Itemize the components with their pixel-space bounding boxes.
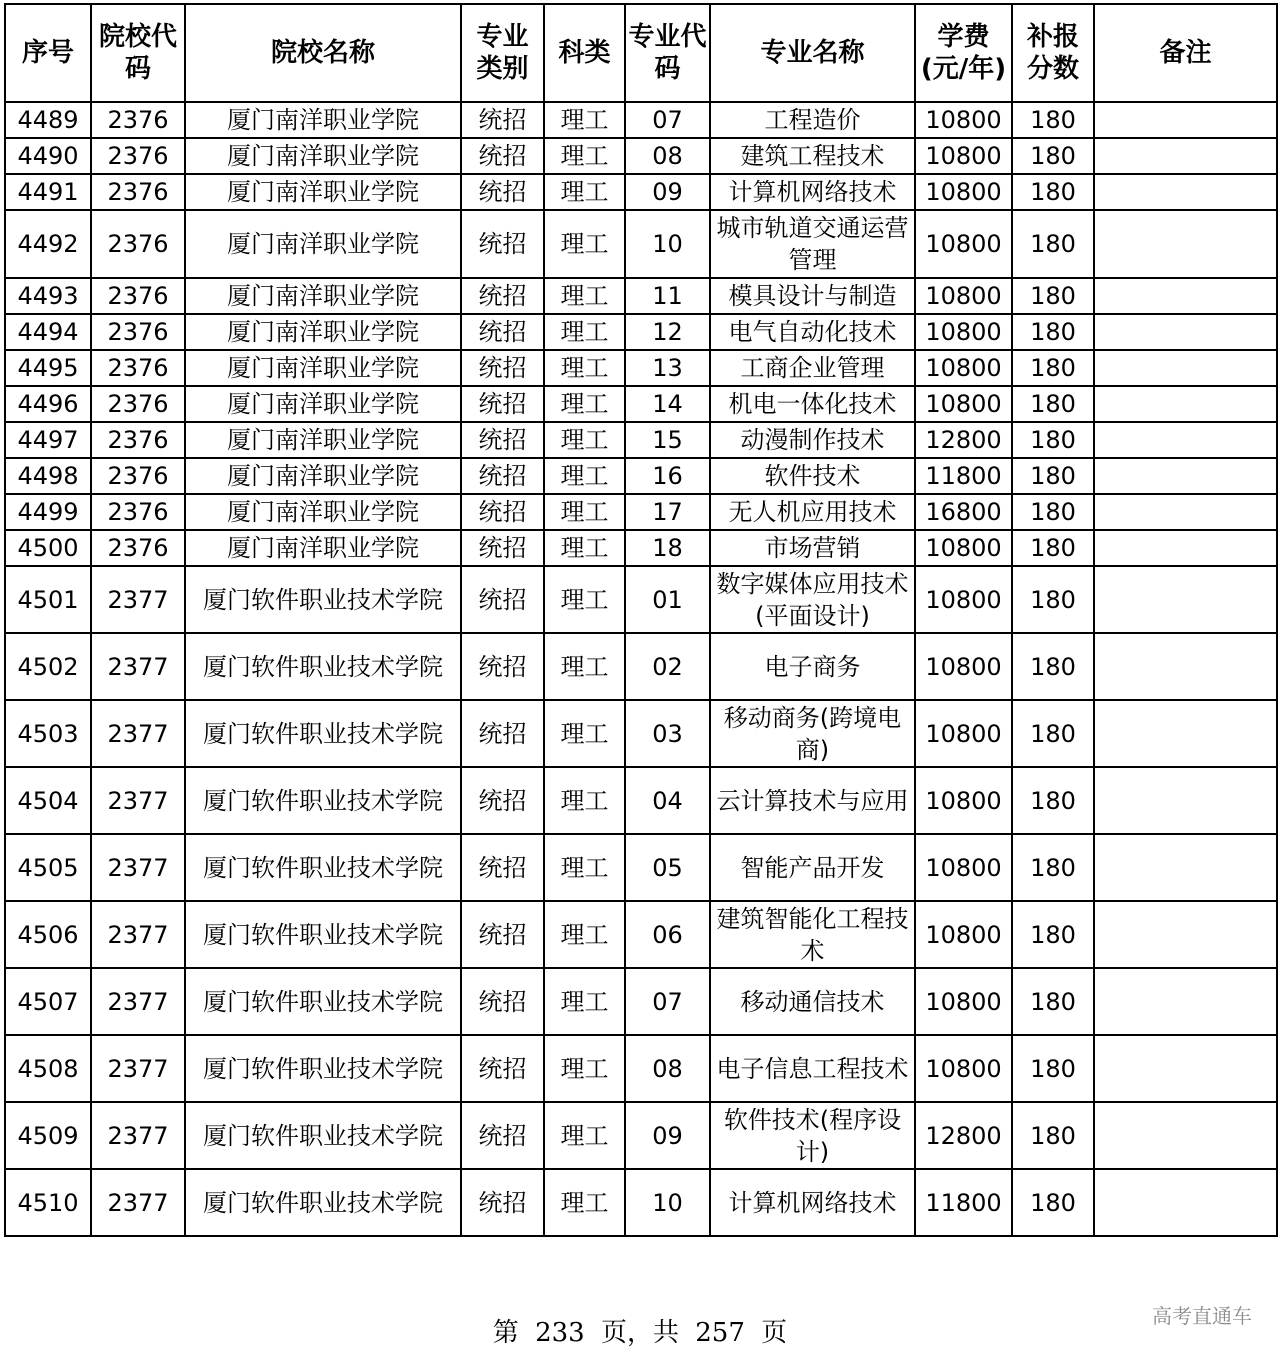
cell-major-name: 云计算技术与应用	[710, 767, 915, 834]
table-row	[5, 210, 1277, 278]
cell-seq: 4506	[5, 901, 91, 968]
cell-major-code: 09	[625, 1102, 710, 1169]
cell-school-code: 2377	[91, 834, 185, 901]
cell-subject: 理工	[544, 566, 625, 633]
cell-seq: 4508	[5, 1035, 91, 1102]
table-row	[5, 1035, 1277, 1102]
cell-seq: 4502	[5, 633, 91, 700]
cell-school-name: 厦门软件职业技术学院	[185, 767, 461, 834]
cell-remark	[1094, 700, 1277, 767]
cell-score: 180	[1012, 278, 1094, 314]
cell-tuition: 10800	[915, 700, 1012, 767]
cell-school-name: 厦门南洋职业学院	[185, 350, 461, 386]
cell-school-name: 厦门软件职业技术学院	[185, 1169, 461, 1236]
cell-remark	[1094, 210, 1277, 278]
cell-subject: 理工	[544, 767, 625, 834]
table-row	[5, 458, 1277, 494]
cell-score: 180	[1012, 458, 1094, 494]
cell-major-type: 统招	[461, 1035, 544, 1102]
cell-major-type: 统招	[461, 386, 544, 422]
cell-major-type: 统招	[461, 174, 544, 210]
cell-school-code: 2376	[91, 530, 185, 566]
cell-score: 180	[1012, 138, 1094, 174]
cell-school-name: 厦门南洋职业学院	[185, 278, 461, 314]
cell-seq: 4507	[5, 968, 91, 1035]
page-prefix: 第	[492, 1318, 519, 1348]
cell-major-name: 数字媒体应用技术(平面设计)	[710, 566, 915, 633]
cell-score: 180	[1012, 174, 1094, 210]
cell-major-name: 移动商务(跨境电商)	[710, 700, 915, 767]
cell-school-name: 厦门软件职业技术学院	[185, 566, 461, 633]
cell-remark	[1094, 1035, 1277, 1102]
table-row	[5, 174, 1277, 210]
cell-school-name: 厦门软件职业技术学院	[185, 968, 461, 1035]
cell-school-name: 厦门南洋职业学院	[185, 210, 461, 278]
table-row	[5, 834, 1277, 901]
cell-subject: 理工	[544, 901, 625, 968]
cell-subject: 理工	[544, 422, 625, 458]
cell-subject: 理工	[544, 174, 625, 210]
cell-major-name: 动漫制作技术	[710, 422, 915, 458]
cell-seq: 4504	[5, 767, 91, 834]
cell-major-code: 07	[625, 968, 710, 1035]
cell-seq: 4492	[5, 210, 91, 278]
cell-school-name: 厦门南洋职业学院	[185, 386, 461, 422]
cell-major-code: 17	[625, 494, 710, 530]
cell-subject: 理工	[544, 102, 625, 138]
cell-remark	[1094, 494, 1277, 530]
cell-remark	[1094, 633, 1277, 700]
cell-tuition: 10800	[915, 530, 1012, 566]
cell-tuition: 10800	[915, 350, 1012, 386]
cell-major-name: 软件技术(程序设计)	[710, 1102, 915, 1169]
cell-major-code: 14	[625, 386, 710, 422]
cell-major-type: 统招	[461, 102, 544, 138]
table-header-row	[5, 4, 1277, 102]
cell-school-code: 2376	[91, 350, 185, 386]
cell-seq: 4500	[5, 530, 91, 566]
cell-tuition: 11800	[915, 1169, 1012, 1236]
cell-major-name: 电气自动化技术	[710, 314, 915, 350]
table-row	[5, 278, 1277, 314]
cell-school-name: 厦门南洋职业学院	[185, 174, 461, 210]
cell-tuition: 10800	[915, 1035, 1012, 1102]
cell-major-code: 16	[625, 458, 710, 494]
cell-school-code: 2376	[91, 494, 185, 530]
cell-major-name: 智能产品开发	[710, 834, 915, 901]
cell-major-type: 统招	[461, 1102, 544, 1169]
cell-subject: 理工	[544, 494, 625, 530]
cell-major-code: 15	[625, 422, 710, 458]
cell-major-name: 城市轨道交通运营管理	[710, 210, 915, 278]
cell-major-type: 统招	[461, 422, 544, 458]
cell-remark	[1094, 422, 1277, 458]
cell-subject: 理工	[544, 458, 625, 494]
cell-seq: 4510	[5, 1169, 91, 1236]
cell-tuition: 10800	[915, 901, 1012, 968]
cell-major-code: 08	[625, 1035, 710, 1102]
cell-school-code: 2376	[91, 102, 185, 138]
cell-school-code: 2377	[91, 1035, 185, 1102]
cell-school-code: 2377	[91, 700, 185, 767]
cell-school-code: 2377	[91, 901, 185, 968]
cell-major-code: 12	[625, 314, 710, 350]
cell-major-code: 05	[625, 834, 710, 901]
cell-school-name: 厦门软件职业技术学院	[185, 633, 461, 700]
table-row	[5, 350, 1277, 386]
cell-school-name: 厦门南洋职业学院	[185, 494, 461, 530]
table-row	[5, 1102, 1277, 1169]
cell-remark	[1094, 901, 1277, 968]
cell-remark	[1094, 174, 1277, 210]
cell-remark	[1094, 102, 1277, 138]
cell-major-type: 统招	[461, 968, 544, 1035]
page-number: 233	[535, 1318, 585, 1348]
cell-major-type: 统招	[461, 767, 544, 834]
cell-major-code: 10	[625, 210, 710, 278]
cell-major-name: 市场营销	[710, 530, 915, 566]
cell-tuition: 10800	[915, 566, 1012, 633]
cell-school-code: 2377	[91, 767, 185, 834]
cell-remark	[1094, 834, 1277, 901]
cell-seq: 4497	[5, 422, 91, 458]
cell-major-name: 工商企业管理	[710, 350, 915, 386]
page-suffix: 页	[761, 1318, 788, 1348]
cell-score: 180	[1012, 767, 1094, 834]
cell-subject: 理工	[544, 968, 625, 1035]
cell-school-name: 厦门软件职业技术学院	[185, 901, 461, 968]
cell-score: 180	[1012, 102, 1094, 138]
cell-school-code: 2376	[91, 210, 185, 278]
cell-score: 180	[1012, 566, 1094, 633]
cell-school-name: 厦门软件职业技术学院	[185, 700, 461, 767]
cell-tuition: 16800	[915, 494, 1012, 530]
header-major-type: 专业类别	[461, 4, 544, 102]
cell-major-type: 统招	[461, 1169, 544, 1236]
cell-school-code: 2376	[91, 314, 185, 350]
cell-school-name: 厦门软件职业技术学院	[185, 834, 461, 901]
cell-major-type: 统招	[461, 566, 544, 633]
cell-remark	[1094, 566, 1277, 633]
cell-subject: 理工	[544, 1035, 625, 1102]
table-row	[5, 530, 1277, 566]
cell-remark	[1094, 350, 1277, 386]
cell-subject: 理工	[544, 314, 625, 350]
cell-major-type: 统招	[461, 278, 544, 314]
cell-score: 180	[1012, 901, 1094, 968]
table-body	[5, 102, 1277, 1236]
cell-major-code: 06	[625, 901, 710, 968]
cell-seq: 4489	[5, 102, 91, 138]
cell-remark	[1094, 458, 1277, 494]
cell-major-name: 软件技术	[710, 458, 915, 494]
cell-major-name: 机电一体化技术	[710, 386, 915, 422]
cell-school-code: 2376	[91, 138, 185, 174]
header-remark: 备注	[1094, 4, 1277, 102]
cell-major-name: 电子商务	[710, 633, 915, 700]
cell-score: 180	[1012, 530, 1094, 566]
cell-major-code: 03	[625, 700, 710, 767]
table-row	[5, 566, 1277, 633]
cell-major-code: 04	[625, 767, 710, 834]
cell-major-type: 统招	[461, 633, 544, 700]
cell-score: 180	[1012, 494, 1094, 530]
cell-seq: 4509	[5, 1102, 91, 1169]
cell-major-name: 电子信息工程技术	[710, 1035, 915, 1102]
page-total: 257	[695, 1318, 745, 1348]
cell-seq: 4505	[5, 834, 91, 901]
cell-school-name: 厦门南洋职业学院	[185, 102, 461, 138]
header-school-name: 院校名称	[185, 4, 461, 102]
cell-tuition: 10800	[915, 138, 1012, 174]
cell-school-name: 厦门南洋职业学院	[185, 314, 461, 350]
table-row	[5, 901, 1277, 968]
cell-subject: 理工	[544, 278, 625, 314]
cell-tuition: 10800	[915, 174, 1012, 210]
cell-major-name: 无人机应用技术	[710, 494, 915, 530]
cell-school-name: 厦门南洋职业学院	[185, 530, 461, 566]
table-row	[5, 102, 1277, 138]
header-tuition: 学费(元/年)	[915, 4, 1012, 102]
header-school-code: 院校代码	[91, 4, 185, 102]
cell-major-type: 统招	[461, 314, 544, 350]
cell-tuition: 11800	[915, 458, 1012, 494]
cell-major-type: 统招	[461, 834, 544, 901]
cell-tuition: 10800	[915, 386, 1012, 422]
cell-score: 180	[1012, 350, 1094, 386]
cell-tuition: 10800	[915, 767, 1012, 834]
cell-major-type: 统招	[461, 530, 544, 566]
cell-score: 180	[1012, 210, 1094, 278]
cell-school-code: 2376	[91, 458, 185, 494]
cell-seq: 4493	[5, 278, 91, 314]
cell-school-code: 2377	[91, 633, 185, 700]
cell-major-code: 08	[625, 138, 710, 174]
cell-major-code: 02	[625, 633, 710, 700]
cell-major-code: 10	[625, 1169, 710, 1236]
cell-school-code: 2377	[91, 1102, 185, 1169]
table-row	[5, 138, 1277, 174]
cell-remark	[1094, 968, 1277, 1035]
cell-remark	[1094, 314, 1277, 350]
header-major-code: 专业代码	[625, 4, 710, 102]
table-row	[5, 968, 1277, 1035]
cell-major-name: 工程造价	[710, 102, 915, 138]
cell-major-name: 计算机网络技术	[710, 174, 915, 210]
table-row	[5, 700, 1277, 767]
page-mid: 页，共	[600, 1318, 679, 1348]
cell-school-code: 2376	[91, 278, 185, 314]
cell-school-code: 2376	[91, 422, 185, 458]
cell-seq: 4503	[5, 700, 91, 767]
table-row	[5, 494, 1277, 530]
cell-major-type: 统招	[461, 700, 544, 767]
cell-major-code: 11	[625, 278, 710, 314]
cell-tuition: 10800	[915, 968, 1012, 1035]
cell-major-code: 18	[625, 530, 710, 566]
cell-major-code: 09	[625, 174, 710, 210]
cell-tuition: 10800	[915, 633, 1012, 700]
cell-subject: 理工	[544, 210, 625, 278]
cell-remark	[1094, 1169, 1277, 1236]
cell-major-type: 统招	[461, 901, 544, 968]
cell-score: 180	[1012, 633, 1094, 700]
cell-major-type: 统招	[461, 494, 544, 530]
table-row	[5, 767, 1277, 834]
cell-subject: 理工	[544, 1169, 625, 1236]
cell-subject: 理工	[544, 138, 625, 174]
cell-seq: 4491	[5, 174, 91, 210]
header-seq: 序号	[5, 4, 91, 102]
cell-school-name: 厦门软件职业技术学院	[185, 1102, 461, 1169]
cell-remark	[1094, 386, 1277, 422]
cell-seq: 4499	[5, 494, 91, 530]
cell-remark	[1094, 278, 1277, 314]
cell-seq: 4490	[5, 138, 91, 174]
cell-score: 180	[1012, 1102, 1094, 1169]
cell-major-name: 模具设计与制造	[710, 278, 915, 314]
cell-school-name: 厦门南洋职业学院	[185, 458, 461, 494]
cell-score: 180	[1012, 314, 1094, 350]
cell-subject: 理工	[544, 1102, 625, 1169]
cell-subject: 理工	[544, 633, 625, 700]
header-subject: 科类	[544, 4, 625, 102]
cell-seq: 4496	[5, 386, 91, 422]
cell-major-code: 13	[625, 350, 710, 386]
cell-score: 180	[1012, 1035, 1094, 1102]
cell-remark	[1094, 1102, 1277, 1169]
cell-score: 180	[1012, 1169, 1094, 1236]
table-row	[5, 633, 1277, 700]
cell-seq: 4495	[5, 350, 91, 386]
cell-subject: 理工	[544, 530, 625, 566]
cell-major-code: 01	[625, 566, 710, 633]
cell-score: 180	[1012, 700, 1094, 767]
cell-tuition: 10800	[915, 278, 1012, 314]
cell-school-code: 2376	[91, 174, 185, 210]
cell-school-code: 2376	[91, 386, 185, 422]
cell-remark	[1094, 530, 1277, 566]
cell-school-code: 2377	[91, 968, 185, 1035]
cell-tuition: 10800	[915, 102, 1012, 138]
table-row	[5, 314, 1277, 350]
cell-subject: 理工	[544, 834, 625, 901]
cell-major-name: 建筑智能化工程技术	[710, 901, 915, 968]
cell-school-name: 厦门软件职业技术学院	[185, 1035, 461, 1102]
cell-tuition: 10800	[915, 314, 1012, 350]
cell-major-name: 建筑工程技术	[710, 138, 915, 174]
header-score: 补报分数	[1012, 4, 1094, 102]
cell-major-type: 统招	[461, 210, 544, 278]
cell-major-name: 计算机网络技术	[710, 1169, 915, 1236]
watermark: 高考直通车	[1152, 1304, 1252, 1328]
cell-subject: 理工	[544, 386, 625, 422]
header-major-name: 专业名称	[710, 4, 915, 102]
cell-school-name: 厦门南洋职业学院	[185, 422, 461, 458]
cell-score: 180	[1012, 834, 1094, 901]
cell-tuition: 12800	[915, 1102, 1012, 1169]
cell-major-type: 统招	[461, 458, 544, 494]
cell-seq: 4498	[5, 458, 91, 494]
page-footer	[0, 1312, 1280, 1349]
cell-score: 180	[1012, 422, 1094, 458]
cell-school-code: 2377	[91, 1169, 185, 1236]
cell-remark	[1094, 767, 1277, 834]
admissions-table	[4, 3, 1278, 1237]
cell-school-name: 厦门南洋职业学院	[185, 138, 461, 174]
cell-major-type: 统招	[461, 138, 544, 174]
table-row	[5, 422, 1277, 458]
table-row	[5, 1169, 1277, 1236]
cell-seq: 4501	[5, 566, 91, 633]
table-row	[5, 386, 1277, 422]
cell-major-name: 移动通信技术	[710, 968, 915, 1035]
cell-remark	[1094, 138, 1277, 174]
cell-major-type: 统招	[461, 350, 544, 386]
cell-seq: 4494	[5, 314, 91, 350]
cell-tuition: 12800	[915, 422, 1012, 458]
cell-score: 180	[1012, 386, 1094, 422]
cell-major-code: 07	[625, 102, 710, 138]
cell-subject: 理工	[544, 700, 625, 767]
cell-subject: 理工	[544, 350, 625, 386]
cell-score: 180	[1012, 968, 1094, 1035]
cell-school-code: 2377	[91, 566, 185, 633]
cell-tuition: 10800	[915, 834, 1012, 901]
cell-tuition: 10800	[915, 210, 1012, 278]
